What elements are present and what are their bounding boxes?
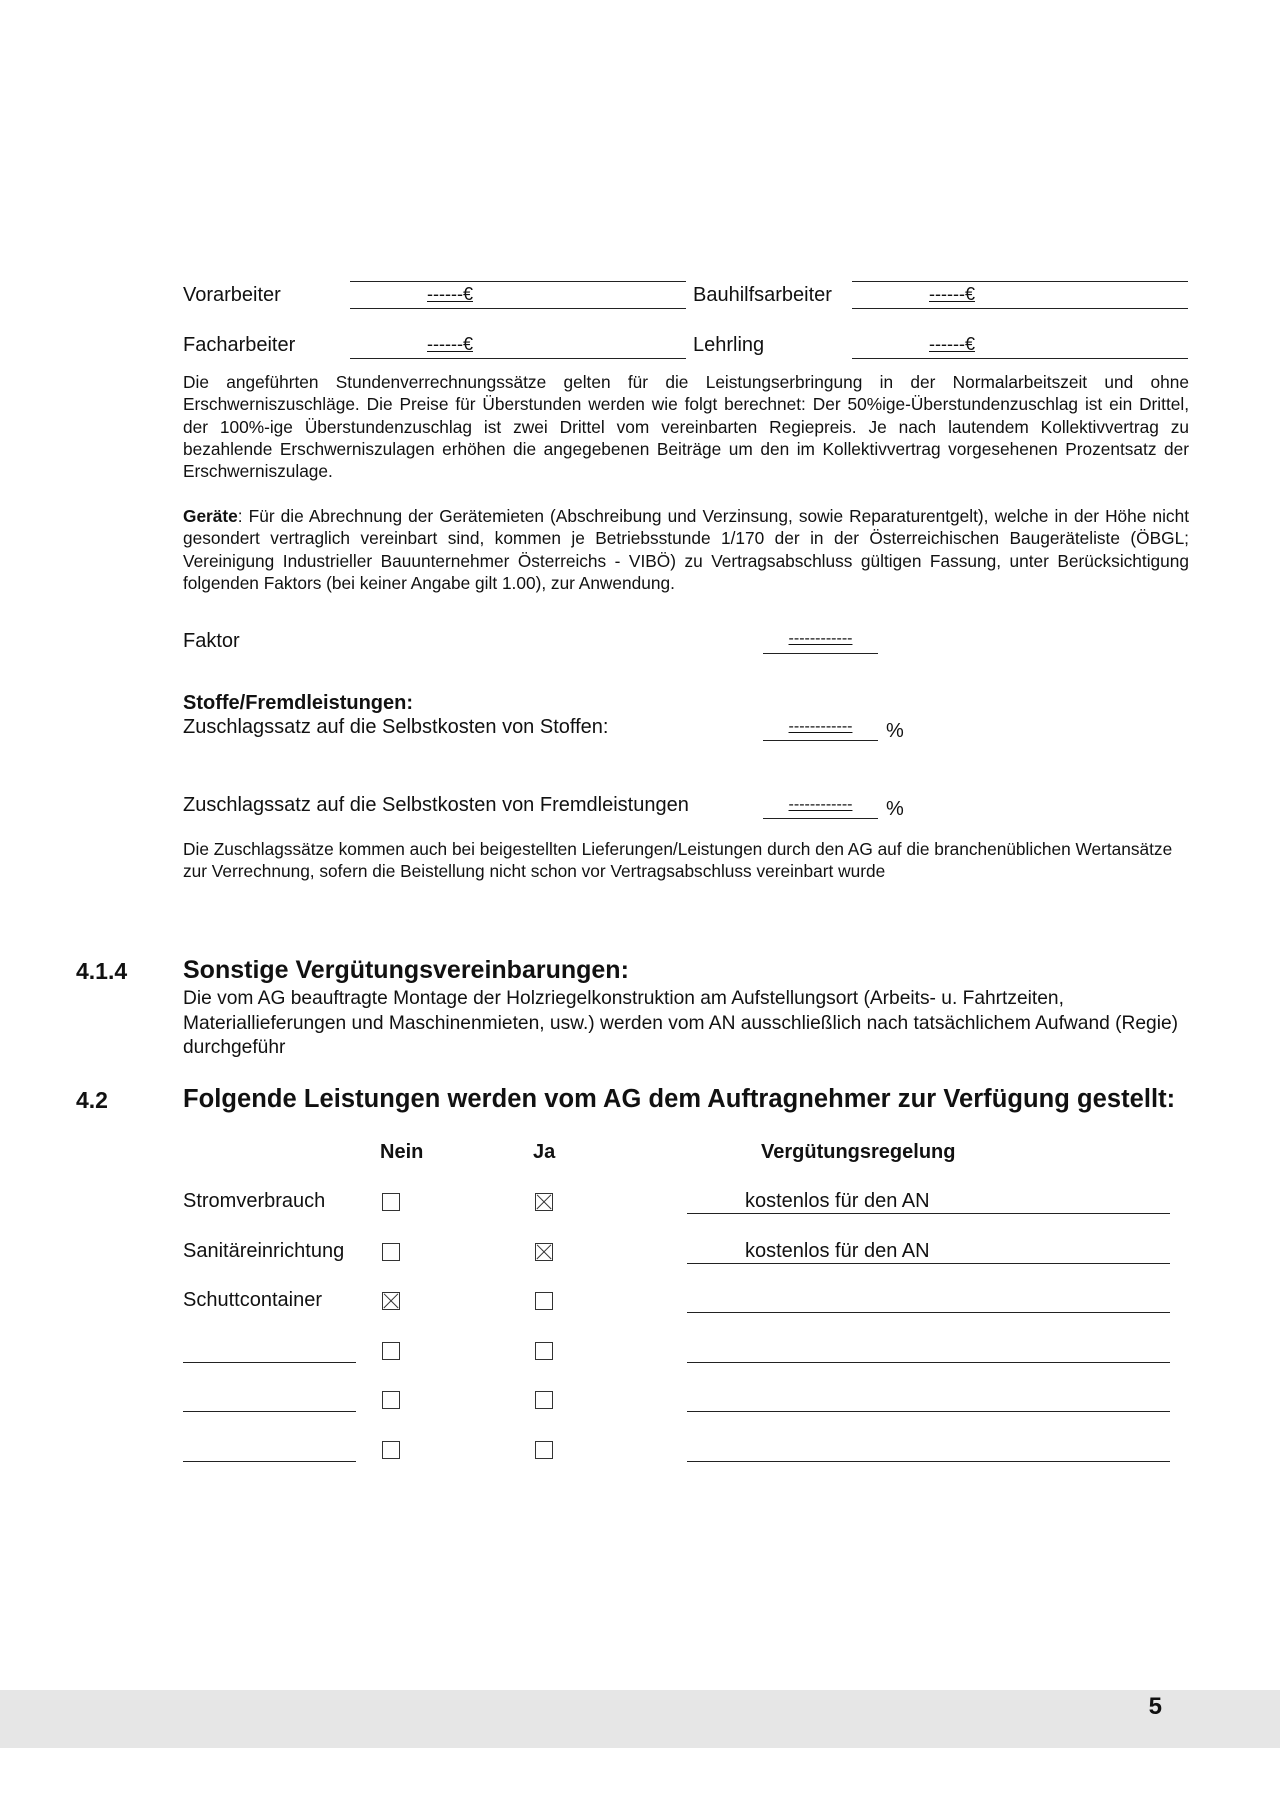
- geraete-text: : Für die Abrechnung der Gerätemieten (Abschreibung und Verzinsung, sowie Reparaturentgelt), welche in der Höhe nicht gesondert vertraglich vereinbart sind, kommen je Betriebsstunde 1/170 der in der Österreichischen Baugeräteliste (ÖBGL; Vereinigung Industrieller Bauunternehmer Österreichs - VIBÖ) zu Vertragsabschluss gültigen Fassung, unter Berücksichtigung folgenden Faktors (bei keiner Angabe gilt 1.00), zur Anwendung.: [183, 506, 1189, 593]
- section-414-number: 4.1.4: [76, 958, 128, 984]
- row-label-line: [183, 1411, 356, 1412]
- ja-checkbox[interactable]: [535, 1391, 553, 1409]
- regelung-line: [687, 1362, 1170, 1363]
- ja-checkbox[interactable]: [535, 1342, 553, 1360]
- col-regelung-header: Vergütungsregelung: [761, 1141, 956, 1163]
- ja-checkbox[interactable]: [535, 1441, 553, 1459]
- facharbeiter-value[interactable]: ------€: [427, 334, 473, 354]
- col-nein-header: Nein: [380, 1141, 424, 1163]
- row-label-line: [183, 1461, 356, 1462]
- regelung-line: [687, 1213, 1170, 1214]
- footer-bar: [0, 1690, 1280, 1748]
- stunden-paragraph: Die angeführten Stundenverrechnungssätze gelten für die Leistungserbringung in der Normalarbeitszeit und ohne Erschwerniszuschläge. Die Preise für Überstunden werden wie folgt berechnet: Der 50%ige-Überstundenzuschlag ist ein Drittel, der 100%-ige Überstundenzuschlag ist zwei Drittel vom vereinbarten Regiepreis. Je nach lautendem Kollektivvertrag zu bezahlende Erschwerniszulagen erhöhen die angegebenen Beiträge um den im Kollektivvertrag vorgesehenen Prozentsatz der Erschwerniszulage.: [183, 372, 1189, 482]
- stoffe-label: Zuschlagssatz auf die Selbstkosten von Stoffen:: [183, 716, 609, 738]
- fremd-label: Zuschlagssatz auf die Selbstkosten von Fremdleistungen: [183, 794, 689, 816]
- faktor-label: Faktor: [183, 630, 240, 652]
- zuschlag-note: Die Zuschlagssätze kommen auch bei beigestellten Lieferungen/Leistungen durch den AG auf die branchenüblichen Wertansätze zur Verrechnung, sofern die Beistellung nicht schon vor Vertragsabschluss vereinbart wurde: [183, 839, 1173, 882]
- stoffe-heading: Stoffe/Fremdleistungen:: [183, 692, 414, 714]
- row-label: Stromverbrauch: [183, 1190, 326, 1212]
- vorarbeiter-value[interactable]: ------€: [427, 284, 473, 304]
- regelung-field[interactable]: kostenlos für den AN: [745, 1190, 930, 1212]
- section-42-title: Folgende Leistungen werden vom AG dem Auftragnehmer zur Verfügung gestellt:: [183, 1085, 1176, 1113]
- nein-checkbox[interactable]: [382, 1193, 400, 1211]
- bauhilfsarbeiter-value[interactable]: ------€: [929, 284, 975, 304]
- stoffe-value[interactable]: ------------: [788, 718, 853, 735]
- nein-checkbox[interactable]: [382, 1342, 400, 1360]
- regelung-field[interactable]: kostenlos für den AN: [745, 1240, 930, 1262]
- regelung-line: [687, 1263, 1170, 1264]
- vorarbeiter-label: Vorarbeiter: [183, 284, 281, 306]
- row-label-line: [183, 1362, 356, 1363]
- fremd-unit: %: [886, 798, 904, 820]
- ja-checkbox[interactable]: [535, 1243, 553, 1261]
- lehrling-value[interactable]: ------€: [929, 334, 975, 354]
- faktor-value[interactable]: ------------: [788, 630, 853, 647]
- regelung-line: [687, 1461, 1170, 1462]
- facharbeiter-label: Facharbeiter: [183, 334, 296, 356]
- page-number: 5: [1148, 1693, 1162, 1720]
- nein-checkbox[interactable]: [382, 1292, 400, 1310]
- nein-checkbox[interactable]: [382, 1391, 400, 1409]
- row-label: Schuttcontainer: [183, 1289, 322, 1311]
- row-label: Sanitäreinrichtung: [183, 1240, 345, 1262]
- nein-checkbox[interactable]: [382, 1441, 400, 1459]
- bauhilfsarbeiter-label: Bauhilfsarbeiter: [693, 284, 832, 306]
- col-ja-header: Ja: [533, 1141, 556, 1163]
- nein-checkbox[interactable]: [382, 1243, 400, 1261]
- section-414-text: Die vom AG beauftragte Montage der Holzriegelkonstruktion am Aufstellungsort (Arbeits- u. Fahrtzeiten, Materiallieferungen und Maschinenmieten, usw.) werden vom AN ausschließlich nach tatsächlichem Aufwand (Regie) durchgeführ: [183, 988, 1179, 1058]
- geraete-label: Geräte: [183, 506, 238, 526]
- ja-checkbox[interactable]: [535, 1193, 553, 1211]
- ja-checkbox[interactable]: [535, 1292, 553, 1310]
- regelung-line: [687, 1312, 1170, 1313]
- geraete-paragraph: [183, 505, 1189, 594]
- section-42-number: 4.2: [76, 1087, 108, 1113]
- regelung-line: [687, 1411, 1170, 1412]
- fremd-value[interactable]: ------------: [788, 796, 853, 813]
- stoffe-unit: %: [886, 720, 904, 742]
- section-414-title: Sonstige Vergütungsvereinbarungen:: [183, 956, 629, 984]
- lehrling-label: Lehrling: [693, 334, 765, 356]
